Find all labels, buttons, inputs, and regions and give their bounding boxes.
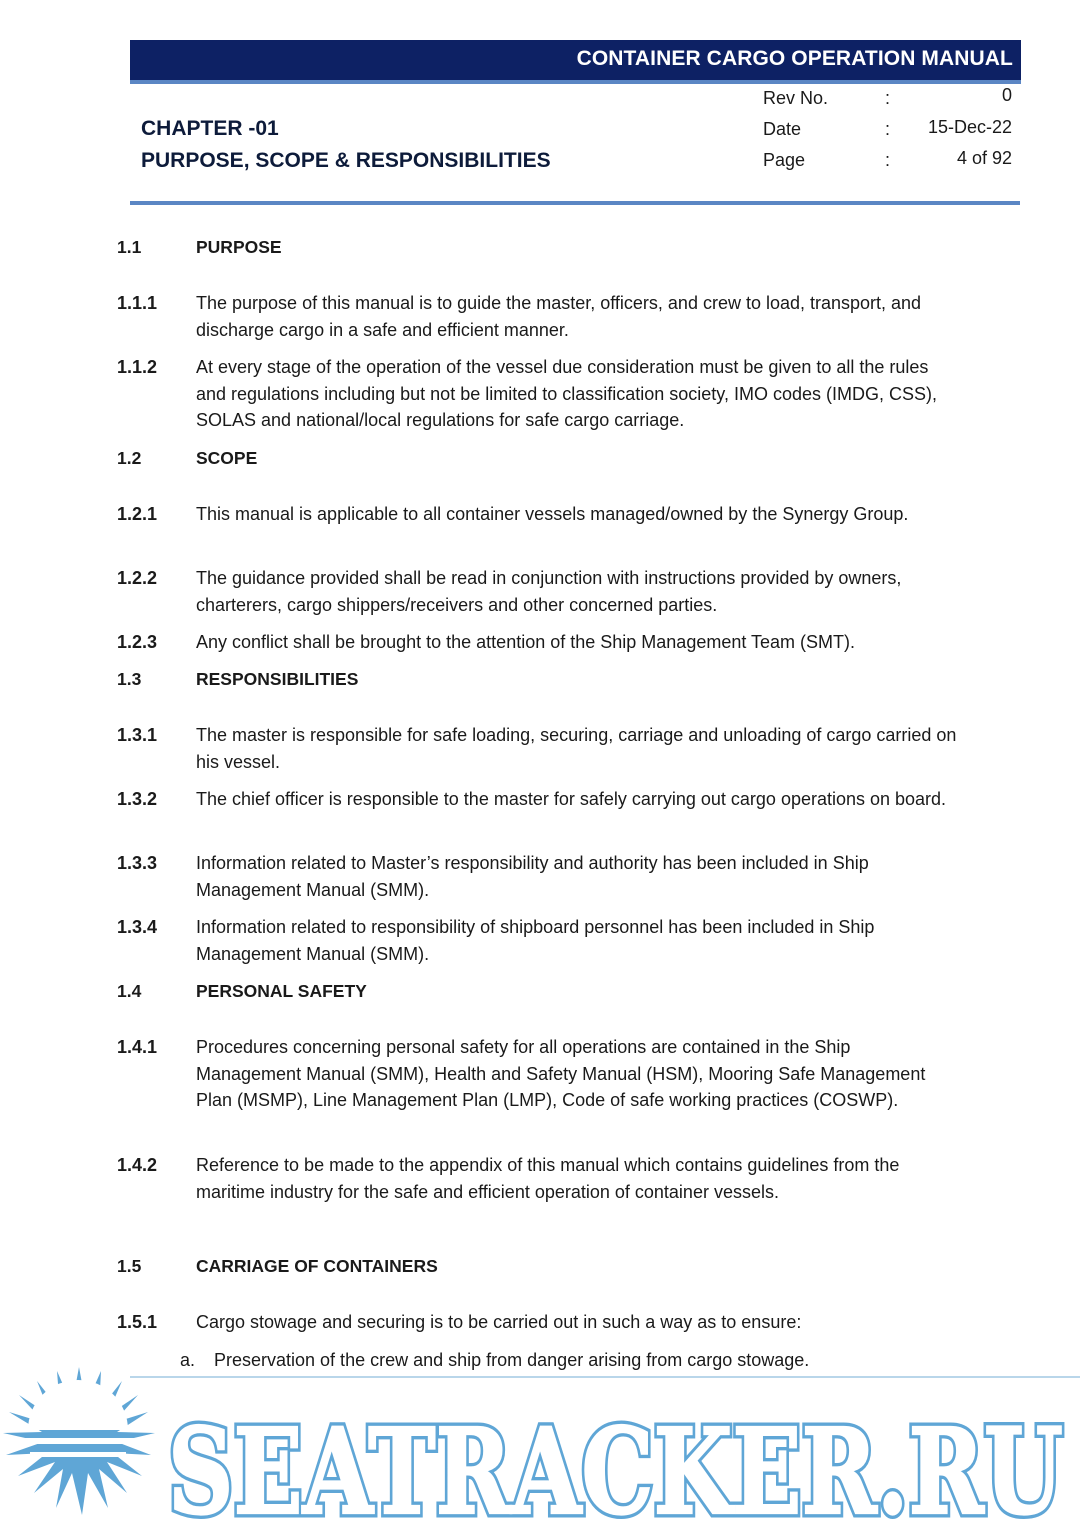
- paragraph-text: The chief officer is responsible to the master for safely carrying out cargo operations on board.: [196, 789, 947, 809]
- paragraph-number: 1.2.2: [117, 568, 158, 588]
- paragraph-number: 1.4.2: [117, 1155, 158, 1175]
- paragraph: [117, 722, 957, 775]
- paragraph: [117, 850, 957, 903]
- section-number: 1.1: [117, 237, 142, 257]
- paragraph-number: 1.3.1: [117, 725, 158, 745]
- paragraph: [117, 786, 957, 813]
- header-banner: [130, 40, 1021, 80]
- section-title: PURPOSE: [196, 237, 282, 257]
- paragraph: [117, 1309, 957, 1336]
- meta-colon: :: [885, 88, 891, 108]
- paragraph: [117, 1034, 957, 1114]
- meta-colon: :: [885, 150, 891, 170]
- banner-underline: [130, 80, 1021, 84]
- sub-item-text: Preservation of the crew and ship from danger arising from cargo stowage.: [214, 1350, 810, 1370]
- paragraph-text: This manual is applicable to all container vessels managed/owned by the Synergy Group.: [196, 504, 909, 524]
- seatracker-watermark: [0, 1365, 1080, 1527]
- paragraph-number: 1.3.2: [117, 789, 158, 809]
- paragraph-text: Reference to be made to the appendix of this manual which contains guidelines from the maritime industry for the safe and efficient operation of container vessels.: [196, 1155, 900, 1202]
- meta-value-date: 15-Dec-22: [927, 117, 1012, 137]
- sub-item-letter: a.: [180, 1350, 196, 1370]
- watermark-text-outline: SEATRACKER.RU: [168, 1402, 1063, 1527]
- section-number: 1.2: [117, 448, 142, 468]
- section-heading: [117, 237, 282, 258]
- paragraph: [117, 629, 957, 656]
- paragraph-text: Information related to Master’s responsibility and authority has been included in Ship Management Manual (SMM).: [196, 853, 869, 900]
- section-heading: [117, 1256, 438, 1277]
- paragraph-number: 1.1.2: [117, 357, 158, 377]
- section-title: CARRIAGE OF CONTAINERS: [196, 1256, 438, 1276]
- paragraph-text: At every stage of the operation of the vessel due consideration must be given to all the rules and regulations including but not be limited to classification society, IMO codes (IMDG, CSS), SOLAS and national/local regulations for safe cargo carriage.: [196, 357, 937, 430]
- meta-label-rev: Rev No.: [763, 88, 829, 108]
- paragraph: [117, 1152, 957, 1205]
- paragraph: [117, 914, 957, 967]
- meta-value-page: 4 of 92: [956, 148, 1012, 168]
- paragraph-number: 1.3.3: [117, 853, 158, 873]
- paragraph: [117, 354, 957, 434]
- paragraph-number: 1.1.1: [117, 293, 158, 313]
- section-number: 1.3: [117, 669, 142, 689]
- paragraph-text: Any conflict shall be brought to the attention of the Ship Management Team (SMT).: [196, 632, 856, 652]
- paragraph-number: 1.3.4: [117, 917, 158, 937]
- section-title: PERSONAL SAFETY: [196, 981, 367, 1001]
- meta-label-page: Page: [763, 150, 806, 170]
- paragraph-text: Information related to responsibility of shipboard personnel has been included in Ship Management Manual (SMM).: [196, 917, 875, 964]
- section-number: 1.5: [117, 1256, 142, 1276]
- paragraph-text: Procedures concerning personal safety for all operations are contained in the Ship Management Manual (SMM), Health and Safety Manual (HSM), Mooring Safe Management Plan (MSMP), Line Management Plan (LMP), Code of safe working practices (COSWP).: [196, 1037, 926, 1110]
- section-heading: [117, 448, 257, 469]
- paragraph-text: The master is responsible for safe loading, securing, carriage and unloading of cargo carried on his vessel.: [196, 725, 957, 772]
- header-rule: [130, 201, 1020, 205]
- paragraph-number: 1.5.1: [117, 1312, 158, 1332]
- paragraph-number: 1.4.1: [117, 1037, 158, 1057]
- meta-label-date: Date: [763, 119, 802, 139]
- paragraph: [117, 290, 957, 343]
- paragraph-text: The purpose of this manual is to guide the master, officers, and crew to load, transport, and discharge cargo in a safe and efficient manner.: [196, 293, 922, 340]
- meta-value-rev: 0: [1001, 85, 1012, 105]
- chapter-number: CHAPTER -01: [141, 117, 279, 140]
- section-heading: [117, 981, 367, 1002]
- section-heading: [117, 669, 358, 690]
- chapter-title: PURPOSE, SCOPE & RESPONSIBILITIES: [141, 149, 551, 172]
- watermark-text-inline: SEATRACKER.RU: [168, 1402, 1063, 1527]
- section-title: SCOPE: [196, 448, 258, 468]
- paragraph: [117, 565, 957, 618]
- manual-title: CONTAINER CARGO OPERATION MANUAL: [576, 47, 1013, 70]
- meta-colon: :: [885, 119, 891, 139]
- section-title: RESPONSIBILITIES: [196, 669, 359, 689]
- paragraph-number: 1.2.3: [117, 632, 158, 652]
- paragraph: [117, 501, 957, 528]
- paragraph-text: Cargo stowage and securing is to be carried out in such a way as to ensure:: [196, 1312, 802, 1332]
- paragraph-number: 1.2.1: [117, 504, 158, 524]
- sun-logo-icon: [3, 1367, 155, 1515]
- paragraph-text: The guidance provided shall be read in conjunction with instructions provided by owners, charterers, cargo shippers/receivers and other concerned parties.: [196, 568, 902, 615]
- section-number: 1.4: [117, 981, 142, 1001]
